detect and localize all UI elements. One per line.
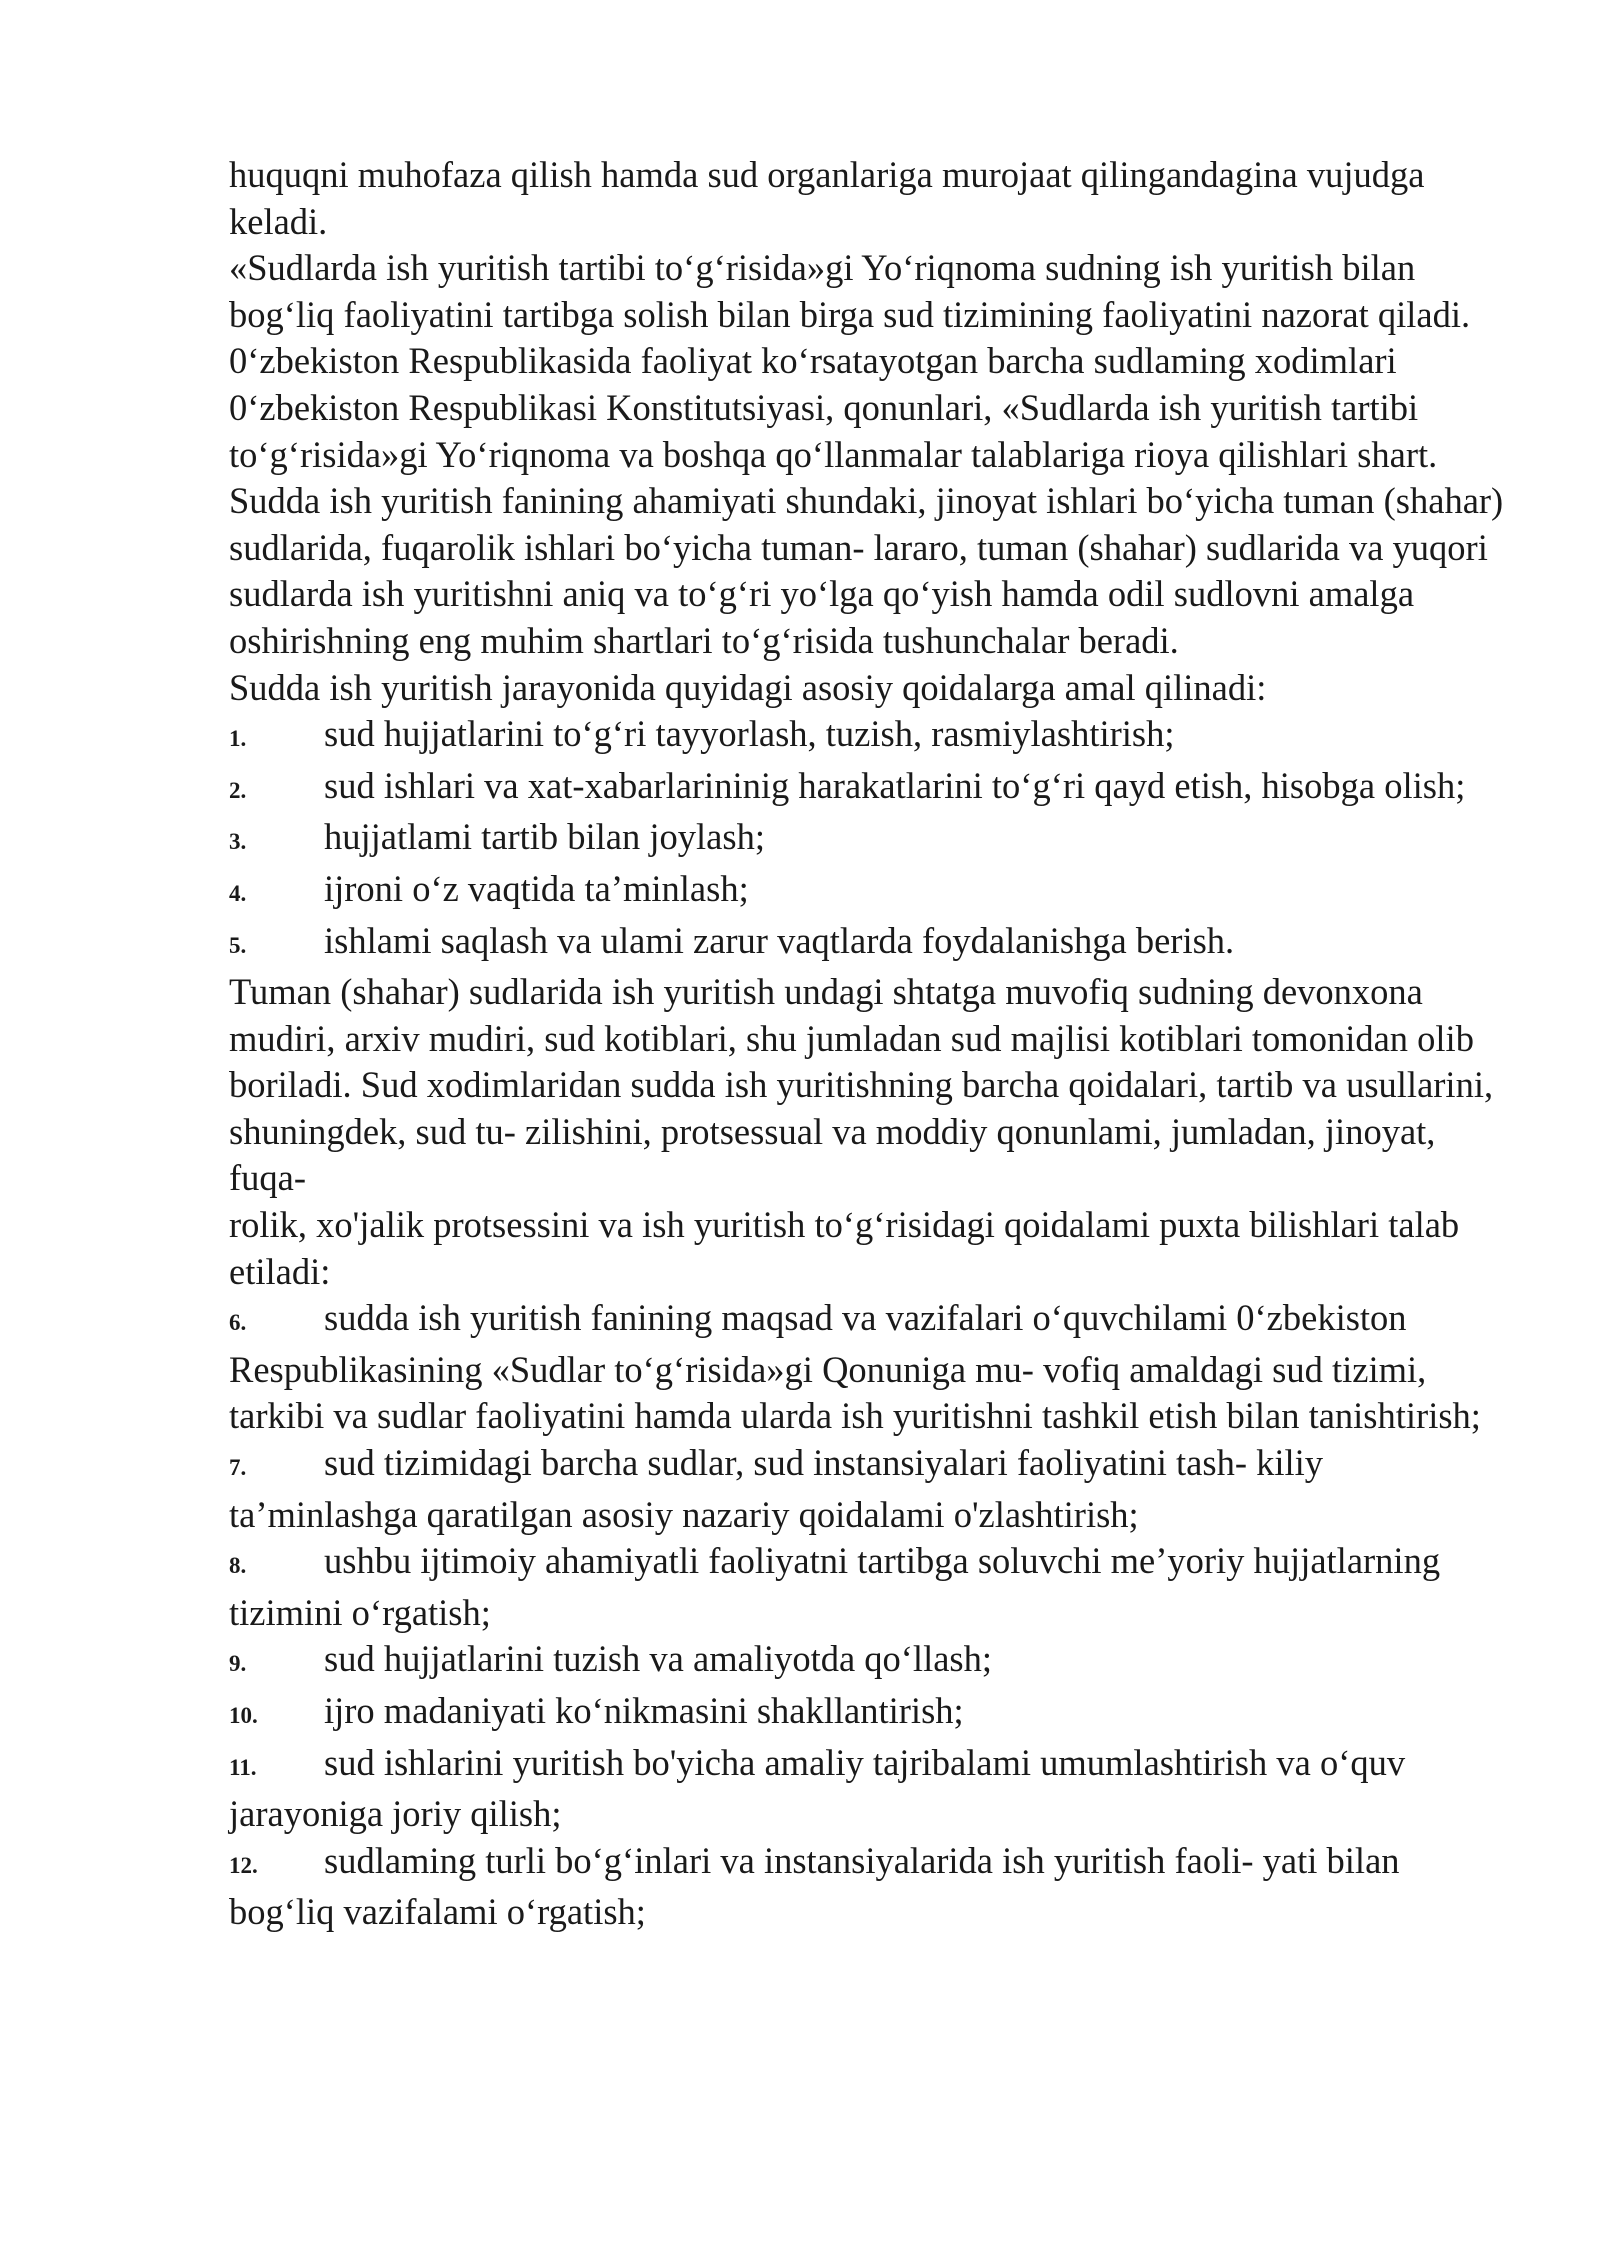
numbered-list-1 [229,711,1509,969]
paragraph-5: Sudda ish yuritish jarayonida quyidagi asosiy qoidalarga amal qilinadi: [229,666,1267,708]
list-item [229,918,1509,970]
list-item-number: 8. [229,1553,247,1579]
list-item [229,1838,1509,1936]
list-item [229,1740,1509,1838]
list-item [229,1688,1509,1740]
paragraph-6b: rolik, xo'jalik protsessini va ish yuritish to‘g‘risidagi qoidalami puxta bilishlari talab etiladi: [229,1204,1460,1292]
list-item-number: 4. [229,880,247,906]
list-item-number: 3. [229,829,247,855]
list-item [229,866,1509,918]
list-item-number: 2. [229,777,247,803]
list-item-text: sudda ish yuritish fanining maqsad va vazifalari o‘quvchilami 0‘zbekiston Respublikasining «Sudlar to‘g‘risida»gi Qonuniga mu- vofiq amaldagi sud tizimi, tarkibi va sudlar faoliyatini hamda ularda ish yuritishni tashkil etish bilan tanishtirish; [229,1297,1481,1437]
list-item-text: sud ishlari va xat-xabarlarininig harakatlarini to‘g‘ri qayd etish, hisobga olish; [324,764,1466,806]
list-item-text: hujjatlami tartib bilan joylash; [324,816,765,858]
list-item [229,1636,1509,1688]
list-item-number: 10. [229,1703,258,1728]
paragraph-3: 0‘zbekiston Respublikasida faoliyat ko‘rsatayotgan barcha sudlaming xodimlari 0‘zbekiston Respublikasi Konstitutsiyasi, qonunlari, «Sudlarda ish yuritish tartibi to‘g‘risida»gi Yo‘riqnoma va boshqa qo‘llanmalar talablariga rioya qilishlari shart. [229,340,1438,475]
list-item-text: sud hujjatlarini to‘g‘ri tayyorlash, tuzish, rasmiylashtirish; [324,713,1175,755]
numbered-list-2 [229,1295,1509,1936]
list-item-number: 11. [229,1754,257,1780]
list-item-text: ishlami saqlash va ulami zarur vaqtlarda foydalanishga berish. [324,919,1235,961]
document-page [229,152,1509,1936]
paragraph-4: Sudda ish yuritish fanining ahamiyati shundaki, jinoyat ishlari bo‘yicha tuman (shahar) sudlarida, fuqarolik ishlari bo‘yicha tuman- lararo, tuman (shahar) sudlarida va yuqori sudlarda ish yuritishni aniq va to‘g‘ri yo‘lga qo‘yish hamda odil sudlovni amalga oshirishning eng muhim shartlari to‘g‘risida tushunchalar beradi. [229,480,1504,661]
paragraph-6a: Tuman (shahar) sudlarida ish yuritish undagi shtatga muvofiq sudning devonxona mudiri, arxiv mudiri, sud kotiblari, shu jumladan sud majlisi kotiblari tomonidan olib boriladi. Sud xodimlaridan sudda ish yuritishning barcha qoidalari, tartib va usullarini, shuningdek, sud tu- zilishini, protsessual va moddiy qonunlami, jumladan, jinoyat, fuqa- [229,971,1494,1199]
list-item-number: 9. [229,1651,247,1677]
list-item [229,814,1509,866]
list-item-number: 7. [229,1455,247,1481]
list-item-number: 12. [229,1852,258,1878]
list-item-number: 6. [229,1310,247,1336]
list-item [229,711,1509,763]
list-item-number: 1. [229,726,247,752]
paragraph-1: huquqni muhofaza qilish hamda sud organlariga murojaat qilingandagina vujudga keladi. [229,154,1425,242]
list-item-text: sud hujjatlarini tuzish va amaliyotda qo‘llash; [324,1638,993,1680]
list-item-text: ijro madaniyati ko‘nikmasini shakllantirish; [324,1690,964,1731]
paragraph-2: «Sudlarda ish yuritish tartibi to‘g‘risida»gi Yo‘riqnoma sudning ish yuritish bilan bog‘liq faoliyatini tartibga solish bilan birga sud tizimining faoliyatini nazorat qiladi. [229,247,1471,335]
list-item [229,1440,1509,1538]
list-item-number: 5. [229,932,247,958]
list-item-text: sud ishlarini yuritish bo'yicha amaliy tajribalami umumlashtirish va o‘quv jarayoniga joriy qilish; [229,1741,1406,1835]
list-item-text: sudlaming turli bo‘g‘inlari va instansiyalarida ish yuritish faoli- yati bilan bog‘liq vazifalami o‘rgatish; [229,1839,1400,1933]
list-item [229,1295,1509,1440]
list-item [229,1538,1509,1636]
list-item-text: sud tizimidagi barcha sudlar, sud instansiyalari faoliyatini tash- kiliy ta’minlashga qaratilgan asosiy nazariy qoidalami o'zlashtirish; [229,1442,1324,1535]
list-item-text: ijroni o‘z vaqtida ta’minlash; [324,867,749,909]
list-item [229,763,1509,815]
list-item-text: ushbu ijtimoiy ahamiyatli faoliyatni tartibga soluvchi me’yoriy hujjatlarning tizimini o‘rgatish; [229,1540,1441,1633]
